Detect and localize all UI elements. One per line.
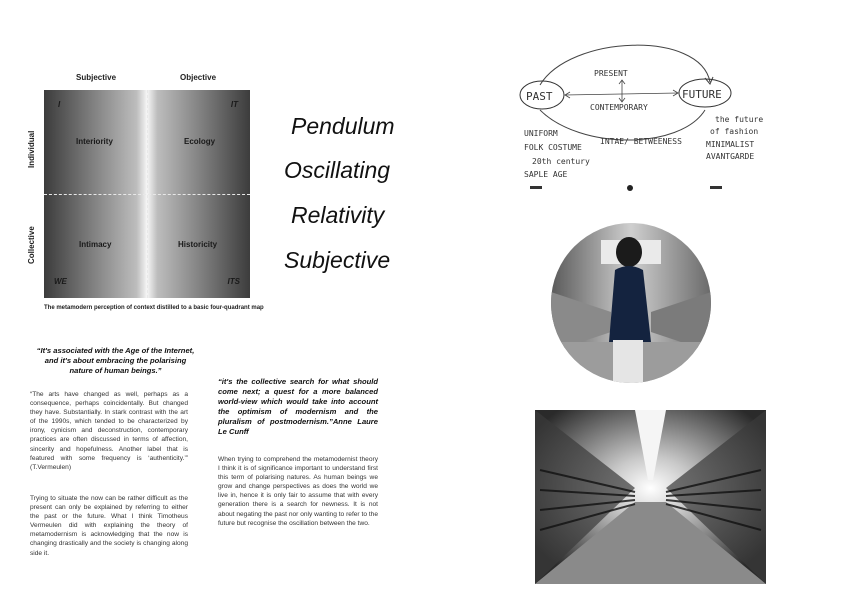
four-quadrant-map [44,90,250,298]
sketch-future: FUTURE [682,88,722,101]
word-subjective: Subjective [284,247,391,273]
tunnel-photo [535,410,766,584]
past-note-3: 20th century [532,157,590,166]
corner-label-its: ITS [227,277,240,286]
sketch-present: PRESENT [594,69,628,78]
cell-ecology: Ecology [184,137,216,146]
future-note-3: MINIMALIST [706,140,755,149]
sketch-past: PAST [526,90,553,103]
paragraph-situate-now: Trying to situate the now can be rather difficult as the present can only be explained by referring to either the past or the future. What I think Timotheus Vermeulen did with explaining the theory of metamodernism is acknowledging that the now is changing drastically and the society is changing along side it. [30,495,188,557]
corner-label-i: I [58,100,61,109]
paragraph-comprehend-theory: When trying to comprehend the metamodernist theory I think it is of significance important to understand first this term of polarising natures. As human beings we grow and change perspectives as does the world we live in, hence it is only fair to assume that with every generation there is a search for newness. It is not about negating the past nor only wanting to refer to the future but recognise the oscillation between the two. [218,456,378,527]
quote-collective-search: “it's the collective search for what should come next; a quest for a more balanced world-view which would take into account the optimism of modernism and the pluralism of postmodernism.”Anne Laure Le Cunff [218,377,378,436]
past-present-future-sketch [510,40,770,200]
future-note-1: the future [715,115,764,124]
quote-internet-age: “It's associated with the Age of the Internet, and it's about embracing the polarising nature of human beings.” [36,346,195,375]
cell-historicity: Historicity [178,240,218,249]
map-caption: The metamodern perception of context distilled to a basic four-quadrant map [44,305,264,311]
word-relativity: Relativity [291,202,385,228]
future-note-2: of fashion [710,127,759,136]
past-note-2: FOLK COSTUME [524,143,582,152]
row-label-individual: Individual [27,130,36,168]
sketch-contemporary: CONTEMPORARY [590,103,648,112]
col-label-objective: Objective [180,73,217,82]
future-note-4: AVANTGARDE [706,152,755,161]
corner-label-we: WE [54,277,67,286]
cell-interiority: Interiority [76,137,113,146]
row-label-collective: Collective [27,226,36,264]
middle-note: INTAE/ BETWEENESS [600,137,682,146]
word-oscillating: Oscillating [284,157,391,183]
past-note-4: SAPLE AGE [524,170,568,179]
paragraph-vermeulen: “The arts have changed as well, perhaps as a consequence, perhaps coincidentally. But changed they have. Substantially. In stark contrast with the art of the 1990s, which tended to be characterized by irony, cynicism and deconstruction, contemporary practices are often discussed in terms of affection, sincerity and hopefulness. Another label that is featured with some frequency is ‘authenticity.’” (T.Vermeulen) [30,391,188,471]
past-note-1: UNIFORM [524,129,558,138]
word-pendulum: Pendulum [291,113,395,139]
col-label-subjective: Subjective [76,73,117,82]
corner-label-it: IT [230,100,238,109]
cell-intimacy: Intimacy [79,240,112,249]
portrait-photo [551,222,711,384]
